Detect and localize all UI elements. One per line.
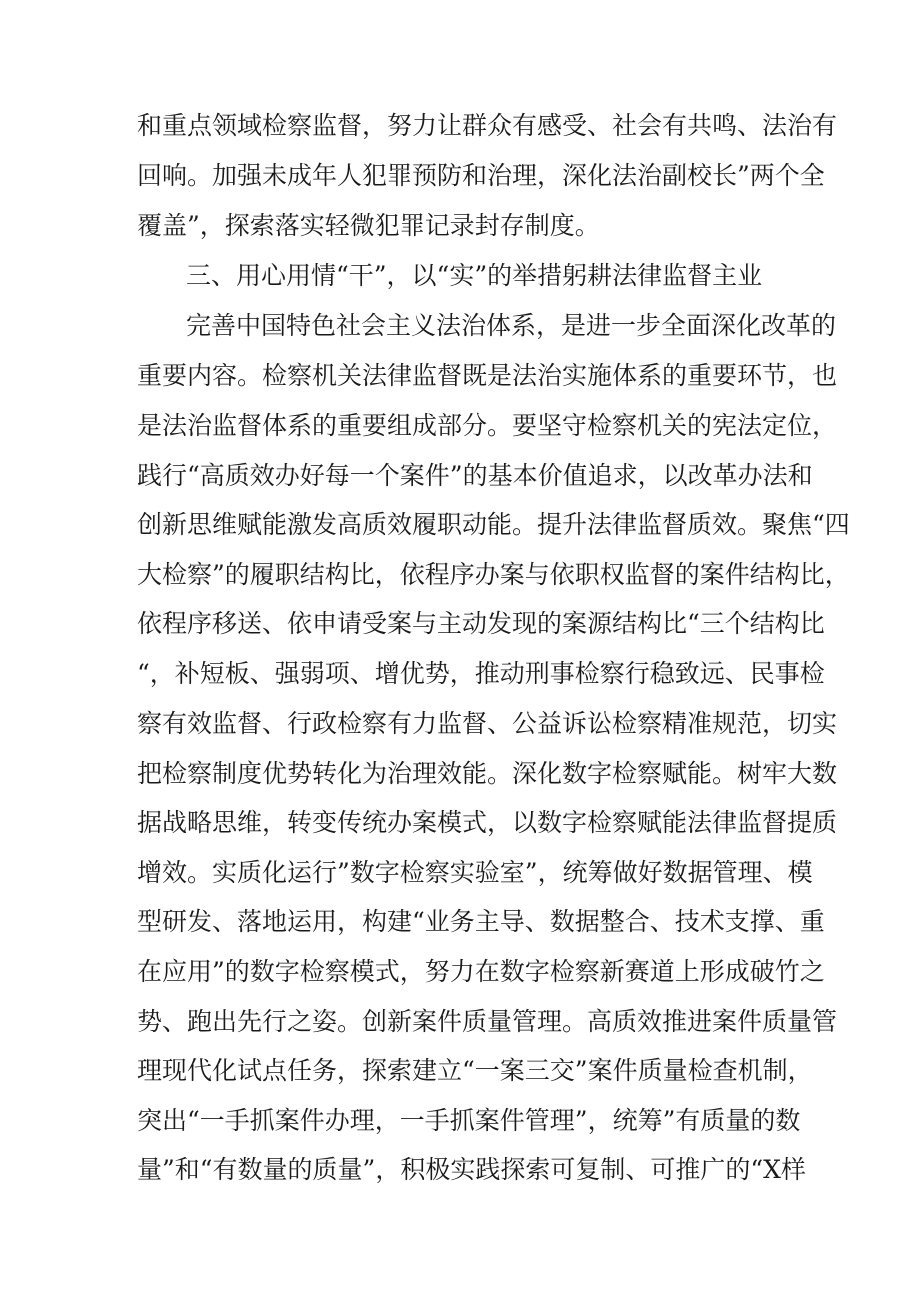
text-line-2: 回响。加强未成年人犯罪预防和治理，深化法治副校长”两个全 [137,161,825,190]
text-line-16: 增效。实质化运行”数字检察实验室”，统筹做好数据管理、模 [137,858,813,887]
text-line-11: 依程序移送、依申请受案与主动发现的案源结构比“三个结构比 [137,609,825,638]
text-line-19: 势、跑出先行之姿。创新案件质量管理。高质效推进案件质量管 [137,1007,838,1036]
text-line-9: 创新思维赋能激发高质效履职动能。提升法律监督质效。聚焦“四 [137,510,850,539]
text-line-15: 据战略思维，转变传统办案模式，以数字检察赋能法律监督提质 [137,808,838,837]
text-line-10: 大检察”的履职结构比，依程序办案与依职权监督的案件结构比， [137,560,850,589]
section-heading: 三、用心用情“干”，以“实”的举措躬耕法律监督主业 [186,261,763,290]
text-line-6: 重要内容。检察机关法律监督既是法治实施体系的重要环节，也 [137,361,838,390]
text-line-21: 突出“一手抓案件办理，一手抓案件管理”，统筹”有质量的数 [137,1106,801,1135]
text-line-12: “，补短板、强弱项、增优势，推动刑事检察行稳致远、民事检 [137,659,825,688]
text-line-18: 在应用”的数字检察模式，努力在数字检察新赛道上形成破竹之 [137,957,825,986]
text-line-5: 完善中国特色社会主义法治体系，是进一步全面深化改革的 [186,311,837,340]
text-line-1: 和重点领域检察监督，努力让群众有感受、社会有共鸣、法治有 [137,111,838,140]
text-line-8: 践行“高质效办好每一个案件”的基本价值追求，以改革办法和 [137,461,813,490]
text-line-20: 理现代化试点任务，探索建立“一案三交”案件质量检查机制， [137,1056,813,1085]
text-line-3: 覆盖”，探索落实轻微犯罪记录封存制度。 [137,211,600,240]
text-line-22: 量”和“有数量的质量”，积极实践探索可复制、可推广的“X样 [137,1155,806,1184]
text-line-14: 把检察制度优势转化为治理效能。深化数字检察赋能。树牢大数 [137,759,838,788]
text-line-7: 是法治监督体系的重要组成部分。要坚守检察机关的宪法定位， [137,411,838,440]
text-line-17: 型研发、落地运用，构建“业务主导、数据整合、技术支撑、重 [137,907,825,936]
text-line-13: 察有效监督、行政检察有力监督、公益诉讼检察精准规范，切实 [137,709,838,738]
